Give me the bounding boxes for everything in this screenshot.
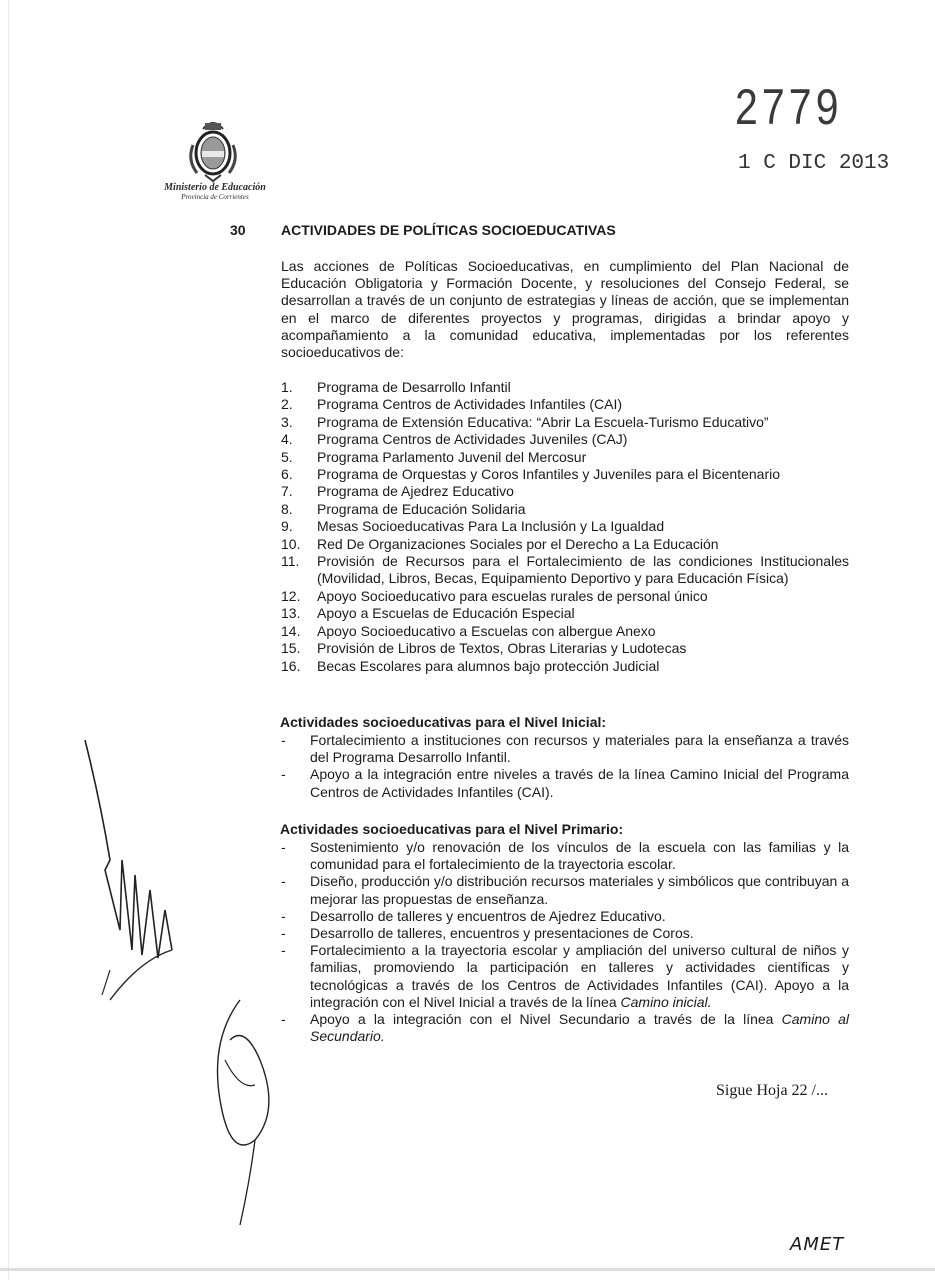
ministry-header [140,182,290,202]
item-text-main: Fortalecimiento a la trayectoria escolar y ampliación del universo cultural de niños y familias, promoviendo la participación en talleres y actividades científicas y tecnológicas a través de los Centros de Actividades Infantiles (CAI). Apoyo a la integración con el Nivel Inicial a través de la línea [310,942,849,1010]
item-number: 3. [281,413,293,430]
list-item [281,623,849,640]
item-number: 5. [281,448,293,465]
list-item [281,766,849,800]
item-number: 12. [281,587,301,604]
item-text: Red De Organizaciones Sociales por el Derecho a La Educación [317,535,719,552]
stamp-number: 2779 [735,79,843,135]
handwritten-signature [80,740,300,1240]
item-number: 4. [281,431,293,448]
list-item [281,839,849,873]
item-number: 11. [281,553,300,570]
list-item [281,553,849,588]
ministry-name: Ministerio de Educación [164,182,266,193]
dash-marker: - [281,925,286,942]
list-item [281,640,849,657]
dash-marker: - [281,732,286,748]
item-number: 1. [281,379,293,395]
list-item [281,732,849,766]
scan-edge-bottom [0,1268,935,1271]
list-item [281,518,849,535]
dash-marker: - [281,1011,286,1028]
item-text: Programa de Extensión Educativa: “Abrir La Escuela-Turismo Educativo” [317,413,769,430]
nivel-inicial-list [281,732,849,801]
item-text: Apoyo a la integración entre niveles a través de la línea Camino Inicial del Programa Centros de Actividades Infantiles (CAI). [310,766,849,800]
item-text [310,1011,849,1045]
item-text: Apoyo Socioeducativo a Escuelas con albergue Anexo [317,622,656,639]
item-number: 6. [281,466,293,483]
item-number: 9. [281,518,293,535]
item-text: Desarrollo de talleres, encuentros y presentaciones de Coros. [310,925,694,942]
item-text: Programa de Orquestas y Coros Infantiles y Juveniles para el Bicentenario [317,466,781,483]
item-text: Apoyo a Escuelas de Educación Especial [317,605,575,622]
section-number: 30 [230,222,246,238]
item-text: Desarrollo de talleres y encuentros de Ajedrez Educativo. [310,907,666,924]
list-item [281,466,849,483]
continues-note: Sigue Hoja 22 /... [716,1082,828,1099]
item-text: Programa Centros de Actividades Juveniles (CAJ) [317,431,628,448]
item-number: 7. [281,483,293,500]
item-text: Fortalecimiento a instituciones con recursos y materiales para la enseñanza a través del Programa Desarrollo Infantil. [310,732,849,766]
heading-nivel-primario: Actividades socioeducativas para el Nivel Primario: [280,821,624,837]
list-item [281,431,849,448]
list-item [281,908,849,925]
list-item [281,379,849,396]
province-name: Provincia de Corrientes [181,193,249,201]
section-title: ACTIVIDADES DE POLÍTICAS SOCIOEDUCATIVAS [281,222,616,238]
item-text: Provisión de Recursos para el Fortalecimiento de las condiciones Institucionales (Movilidad, Libros, Becas, Equipamiento Deportivo y para Educación Física) [317,553,849,587]
list-item [281,414,849,431]
item-text: Sostenimiento y/o renovación de los vínculos de la escuela con las familias y la comunidad para el fortalecimiento de la trayectoria escolar. [310,839,849,873]
list-item [281,396,849,413]
item-text-line-name: Camino al Secundario. [310,1011,849,1045]
item-number: 16. [281,657,301,674]
item-number: 15. [281,640,301,657]
dash-marker: - [281,839,286,855]
heading-nivel-inicial: Actividades socioeducativas para el Nivel Inicial: [280,714,607,730]
nivel-primario-list [281,839,849,1045]
item-text [310,942,849,1011]
dash-marker: - [281,907,286,924]
list-item [281,483,849,500]
item-text: Programa Centros de Actividades Infantiles (CAI) [317,396,623,413]
dash-marker: - [281,873,286,890]
item-number: 14. [281,622,301,639]
list-item [281,942,849,1011]
list-item [281,449,849,466]
item-text: Programa de Desarrollo Infantil [317,379,511,395]
item-text: Becas Escolares para alumnos bajo protección Judicial [317,657,660,674]
list-item [281,588,849,605]
coat-of-arms-icon [183,115,243,185]
list-item [281,658,849,675]
stamp-date: 1 C DIC 2013 [738,152,890,175]
dash-marker: - [281,766,286,783]
item-number: 13. [281,605,301,622]
list-item [281,873,849,907]
item-text-line-name: Camino inicial. [620,993,712,1010]
item-text: Programa de Educación Solidaria [317,500,526,517]
item-number: 2. [281,396,293,413]
item-text: Programa Parlamento Juvenil del Mercosur [317,448,587,465]
list-item [281,1011,849,1045]
item-text: Diseño, producción y/o distribución recursos materiales y simbólicos que contribuyan a mejorar las propuestas de enseñanza. [310,873,849,907]
programs-list [281,379,849,675]
dash-marker: - [281,942,286,959]
list-item [281,536,849,553]
item-text-main: Apoyo a la integración con el Nivel Secundario a través de la línea [310,1011,782,1028]
item-text: Programa de Ajedrez Educativo [317,483,514,500]
item-text: Mesas Socioeducativas Para La Inclusión y La Igualdad [317,518,665,535]
list-item [281,925,849,942]
item-number: 8. [281,500,293,517]
footer-code: AMET [790,1234,845,1255]
item-text: Apoyo Socioeducativo para escuelas rurales de personal único [317,587,708,604]
list-item [281,605,849,622]
item-text: Provisión de Libros de Textos, Obras Literarias y Ludotecas [317,640,687,657]
intro-paragraph: Las acciones de Políticas Socioeducativas, en cumplimiento del Plan Nacional de Educación Obligatoria y Formación Docente, y resoluciones del Consejo Federal, se desarrollan a través de un conjunto de estrategias y líneas de acción, que se implementan en el marco de diferentes proyectos y programas, dirigidas a brindar apoyo y acompañamiento a la comunidad educativa, implementadas por los referentes socioeducativos de: [281,258,849,361]
list-item [281,501,849,518]
scan-edge [8,0,9,1280]
item-number: 10. [281,535,301,552]
